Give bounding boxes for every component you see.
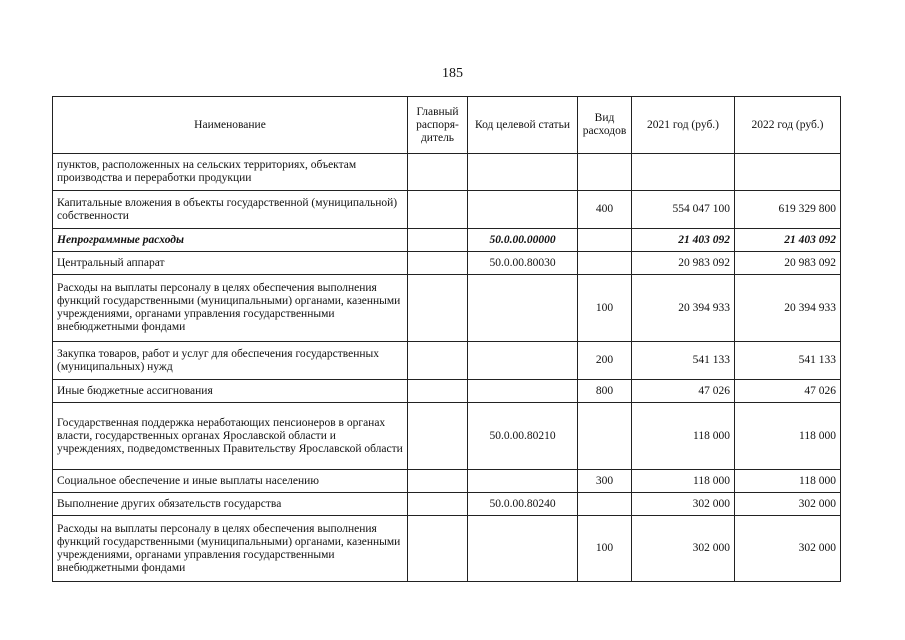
row-kind: 300 — [578, 470, 632, 493]
table-row — [53, 191, 841, 229]
row-code — [468, 275, 578, 342]
row-name: Государственная поддержка неработающих пенсионеров в органах власти, государственных органах Ярославской области и учреждениях, подведомственных Правительству Ярославской области — [53, 403, 408, 470]
row-name: Социальное обеспечение и иные выплаты населению — [53, 470, 408, 493]
header-kind: Вид расходов — [578, 97, 632, 154]
row-name: Расходы на выплаты персоналу в целях обеспечения выполнения функций государственными (муниципальными) органами, казенными учреждениями, органами управления государственными внебюджетными фондами — [53, 275, 408, 342]
row-2022: 20 983 092 — [735, 252, 841, 275]
row-2021: 302 000 — [632, 516, 735, 582]
row-2021: 20 394 933 — [632, 275, 735, 342]
row-2022: 20 394 933 — [735, 275, 841, 342]
row-kind — [578, 252, 632, 275]
row-name: Непрограммные расходы — [53, 229, 408, 252]
table-row — [53, 380, 841, 403]
table-row — [53, 275, 841, 342]
row-name: Расходы на выплаты персоналу в целях обеспечения выполнения функций государственными (муниципальными) органами, казенными учреждениями, органами управления государственными внебюджетными фондами — [53, 516, 408, 582]
header-2021: 2021 год (руб.) — [632, 97, 735, 154]
row-code: 50.0.00.80030 — [468, 252, 578, 275]
row-name: Центральный аппарат — [53, 252, 408, 275]
row-code: 50.0.00.80210 — [468, 403, 578, 470]
row-code — [468, 516, 578, 582]
row-kind — [578, 154, 632, 191]
row-2022: 302 000 — [735, 493, 841, 516]
header-name: Наименование — [53, 97, 408, 154]
row-admin — [408, 380, 468, 403]
row-2022: 118 000 — [735, 403, 841, 470]
header-admin: Главный распоря-дитель — [408, 97, 468, 154]
row-admin — [408, 516, 468, 582]
row-code — [468, 470, 578, 493]
row-admin — [408, 191, 468, 229]
row-2022: 302 000 — [735, 516, 841, 582]
row-2021: 541 133 — [632, 342, 735, 380]
row-code — [468, 380, 578, 403]
row-2021: 302 000 — [632, 493, 735, 516]
header-2022: 2022 год (руб.) — [735, 97, 841, 154]
row-admin — [408, 470, 468, 493]
table-row — [53, 516, 841, 582]
row-2021: 554 047 100 — [632, 191, 735, 229]
row-2022: 619 329 800 — [735, 191, 841, 229]
row-name: Капитальные вложения в объекты государственной (муниципальной) собственности — [53, 191, 408, 229]
row-kind — [578, 403, 632, 470]
row-kind: 100 — [578, 516, 632, 582]
row-2021: 118 000 — [632, 403, 735, 470]
row-2022: 118 000 — [735, 470, 841, 493]
table-row — [53, 154, 841, 191]
row-admin — [408, 493, 468, 516]
row-kind: 400 — [578, 191, 632, 229]
table-row — [53, 403, 841, 470]
row-admin — [408, 252, 468, 275]
row-name: Иные бюджетные ассигнования — [53, 380, 408, 403]
row-2021: 20 983 092 — [632, 252, 735, 275]
row-admin — [408, 154, 468, 191]
table-row — [53, 342, 841, 380]
row-admin — [408, 275, 468, 342]
budget-table — [52, 96, 841, 582]
row-kind: 200 — [578, 342, 632, 380]
page-number: 185 — [442, 66, 463, 81]
row-2022: 21 403 092 — [735, 229, 841, 252]
row-name: Закупка товаров, работ и услуг для обеспечения государственных (муниципальных) нужд — [53, 342, 408, 380]
table-row — [53, 229, 841, 252]
row-admin — [408, 403, 468, 470]
header-code: Код целевой статьи — [468, 97, 578, 154]
row-kind — [578, 493, 632, 516]
row-2021: 118 000 — [632, 470, 735, 493]
row-2022 — [735, 154, 841, 191]
row-2022: 541 133 — [735, 342, 841, 380]
row-code: 50.0.00.80240 — [468, 493, 578, 516]
row-code — [468, 154, 578, 191]
table-row — [53, 470, 841, 493]
row-2021: 47 026 — [632, 380, 735, 403]
row-code — [468, 342, 578, 380]
row-code: 50.0.00.00000 — [468, 229, 578, 252]
row-admin — [408, 342, 468, 380]
row-name: пунктов, расположенных на сельских территориях, объектам производства и переработки продукции — [53, 154, 408, 191]
table-header-row — [53, 97, 841, 154]
row-code — [468, 191, 578, 229]
row-2021 — [632, 154, 735, 191]
row-kind: 800 — [578, 380, 632, 403]
row-kind: 100 — [578, 275, 632, 342]
row-2021: 21 403 092 — [632, 229, 735, 252]
row-admin — [408, 229, 468, 252]
table-row — [53, 493, 841, 516]
table-row — [53, 252, 841, 275]
row-name: Выполнение других обязательств государства — [53, 493, 408, 516]
row-kind — [578, 229, 632, 252]
row-2022: 47 026 — [735, 380, 841, 403]
